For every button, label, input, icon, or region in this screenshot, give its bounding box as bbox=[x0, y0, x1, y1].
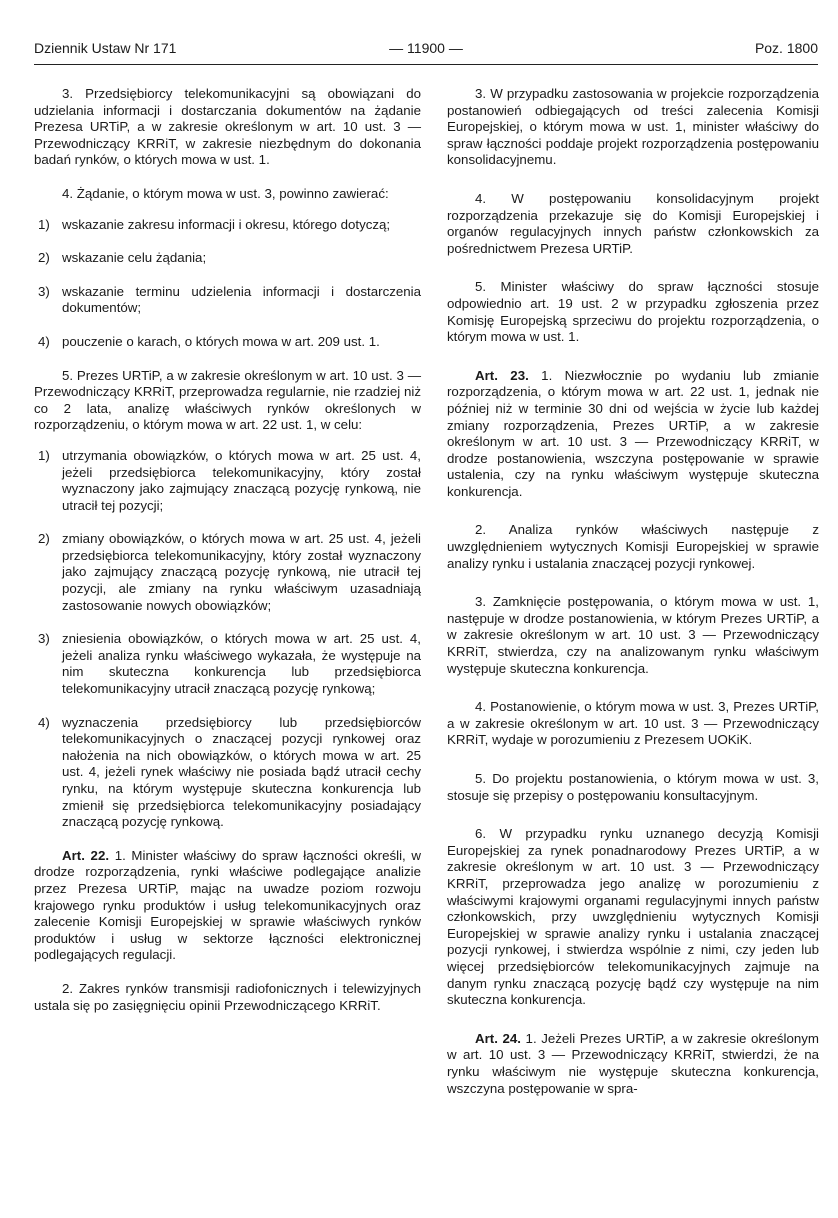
page-number: — 11900 — bbox=[389, 40, 463, 56]
article-23-paragraph-2: 2. Analiza rynków właściwych następuje z uwzględnieniem wytycznych Komisji Europejskiej w sprawie analizy rynku i ustalania znaczącej pozycji rynkowej. bbox=[447, 522, 819, 571]
list-item-text: zniesienia obowiązków, o których mowa w art. 25 ust. 4, jeżeli analiza rynku właściwego wykazała, że występuje na nim skuteczna konkurencja lub przedsiębiorca telekomunikacyjny utracił znaczącą pozycję rynkową; bbox=[62, 631, 421, 697]
list-item-text: wskazanie celu żądania; bbox=[62, 250, 207, 266]
list-item bbox=[34, 531, 421, 614]
article-24-label: Art. 24. bbox=[475, 1030, 521, 1046]
list-item-number: 4) bbox=[38, 714, 50, 730]
list-item-number: 3) bbox=[38, 283, 50, 299]
article-23-paragraph-6: 6. W przypadku rynku uznanego decyzją Komisji Europejskiej za rynek ponadnarodowy Prezes URTiP, a w zakresie określonym w art. 10 ust. 3 — Przewodniczący KRRiT, przeprowadza jego analizę w porozumieniu z właściwymi krajowymi organami regulacyjnymi innych państw członkowskich, przy uwzględnieniu wytycznych Komisji Europejskiej w sprawie analizy rynku i ustalania znaczącej pozycji rynkowej, i stwierdza wspólnie z nimi, czy jeden lub więcej przedsiębiorców telekomunikacyjnych zajmuje na danym rynku znaczącą pozycję bądź czy występuje na nim skuteczna konkurencja. bbox=[447, 826, 819, 1008]
paragraph-4-right: 4. W postępowaniu konsolidacyjnym projekt rozporządzenia przekazuje się do Komisji Europejskiej i organów regulacyjnych innych państw członkowskich za pośrednictwem Prezesa URTiP. bbox=[447, 190, 819, 256]
list-item-text: wskazanie zakresu informacji i okresu, którego dotyczą; bbox=[62, 216, 391, 232]
list-item bbox=[34, 217, 421, 234]
article-22-paragraph-2: 2. Zakres rynków transmisji radiofonicznych i telewizyjnych ustala się po zasięgnięciu opinii Przewodniczącego KRRiT. bbox=[34, 980, 421, 1013]
list-item-text: pouczenie o karach, o których mowa w art. 209 ust. 1. bbox=[62, 333, 380, 349]
list-item bbox=[34, 250, 421, 267]
article-22-label: Art. 22. bbox=[62, 847, 110, 863]
position-number: Poz. 1800 bbox=[754, 40, 818, 56]
paragraph-4: 4. Żądanie, o którym mowa w ust. 3, powinno zawierać: bbox=[62, 185, 389, 201]
article-24-paragraph-1 bbox=[447, 1031, 819, 1097]
list-item-number: 3) bbox=[38, 631, 50, 647]
list-item-text: wskazanie terminu udzielenia informacji i dostarczenia dokumentów; bbox=[62, 283, 421, 316]
paragraph-3-right: 3. W przypadku zastosowania w projekcie rozporządzenia postanowień odbiegających od treści zalecenia Komisji Europejskiej, o którym mowa w ust. 1, minister właściwy do spraw łączności poddaje projekt rozporządzenia postępowaniu konsolidacyjnemu. bbox=[447, 86, 819, 168]
article-23-label: Art. 23. bbox=[475, 367, 529, 383]
list-item-number: 2) bbox=[38, 531, 50, 547]
list-item-number: 1) bbox=[38, 447, 50, 463]
article-22-paragraph-1 bbox=[34, 848, 421, 964]
list-item bbox=[34, 631, 421, 697]
right-column bbox=[447, 86, 819, 1114]
paragraph-5: 5. Prezes URTiP, a w zakresie określonym w art. 10 ust. 3 — Przewodniczący KRRiT, przeprowadza regularnie, nie rzadziej niż co 2 lata, analizę właściwych rynków określonych w rozporządzeniu, o którym mowa w art. 22 ust. 1, w celu: bbox=[34, 367, 421, 433]
article-23-paragraph-5: 5. Do projektu postanowienia, o którym mowa w ust. 3, stosuje się przepisy o postępowaniu konsultacyjnym. bbox=[447, 771, 819, 803]
paragraph-3: 3. Przedsiębiorcy telekomunikacyjni są obowiązani do udzielania informacji i dostarczania dokumentów na żądanie Prezesa URTiP, a w zakresie określonym w art. 10 ust. 3 — Przewodniczący KRRiT, w zakresie niezbędnym do dokonania badań rynków, o których mowa w ust. 1. bbox=[34, 86, 421, 168]
article-24-text: 1. Jeżeli Prezes URTiP, a w zakresie określonym w art. 10 ust. 3 — Przewodniczący KRRiT, stwierdzi, że na rynku właściwym nie występuje skuteczna konkurencja, wszczyna postępowanie w spra- bbox=[447, 1030, 819, 1096]
list-item-number: 2) bbox=[38, 250, 50, 266]
list-item-number: 1) bbox=[38, 216, 50, 232]
list-item bbox=[34, 448, 421, 514]
list-item-number: 4) bbox=[38, 333, 50, 349]
journal-title: Dziennik Ustaw Nr 171 bbox=[34, 40, 177, 56]
list-item bbox=[34, 715, 421, 831]
article-23-paragraph-1 bbox=[447, 368, 819, 501]
list-item bbox=[34, 284, 421, 317]
article-22-text: 1. Minister właściwy do spraw łączności określi, w drodze rozporządzenia, rynki właściwe podlegające analizie przez Prezesa URTiP, mając na uwadze poziom rozwoju krajowego rynku produktów i usług telekomunikacyjnych oraz zalecenie Komisji Europejskiej w sprawie właściwych rynków produktów i usług w sektorze łączności elektronicznej podlegających regulacji. bbox=[34, 847, 421, 963]
left-column bbox=[34, 86, 421, 1031]
paragraph-4-list bbox=[34, 217, 421, 351]
paragraph-5-right: 5. Minister właściwy do spraw łączności stosuje odpowiednio art. 19 ust. 2 w przypadku zgłoszenia przez Komisję Europejską sprzeciwu do projektu rozporządzenia, o którym mowa w ust. 1. bbox=[447, 279, 819, 345]
list-item-text: zmiany obowiązków, o których mowa w art. 25 ust. 4, jeżeli przedsiębiorca telekomunikacyjny, który został wyznaczony jako zajmujący znaczącą pozycję rynkową, nie utracił tej pozycji, ale zmiany na rynku właściwym uzasadniają zastosowanie nowych obowiązków; bbox=[62, 531, 421, 613]
page-header bbox=[34, 40, 818, 62]
paragraph-5-list bbox=[34, 448, 421, 831]
list-item-text: utrzymania obowiązków, o których mowa w art. 25 ust. 4, jeżeli przedsiębiorca telekomunikacyjny, który został wyznaczony jako zajmujący znaczącą pozycję rynkową, nie utracił tej pozycji; bbox=[62, 447, 421, 513]
list-item bbox=[34, 334, 421, 351]
article-23-paragraph-3: 3. Zamknięcie postępowania, o którym mowa w ust. 1, następuje w drodze postanowienia, w którym Prezes URTiP, a w zakresie określonym w art. 10 ust. 3 — Przewodniczący KRRiT, stwierdza, czy na analizowanym rynku właściwym występuje skuteczna konkurencja. bbox=[447, 594, 819, 676]
list-item-text: wyznaczenia przedsiębiorcy lub przedsiębiorców telekomunikacyjnych o znaczącej pozycji rynkowej oraz nałożenia na nich obowiązków, o których mowa w art. 25 ust. 4, jeżeli rynek właściwy nie posiada bądź utracił cechy rynku, na którym występuje skuteczna konkurencja lub zmienił się przedsiębiorca telekomunikacyjny posiadający znaczącą pozycję rynkową. bbox=[62, 714, 421, 830]
header-rule bbox=[34, 64, 818, 65]
article-23-paragraph-4: 4. Postanowienie, o którym mowa w ust. 3, Prezes URTiP, a w zakresie określonym w art. 10 ust. 3 — Przewodniczący KRRiT, wydaje w porozumieniu z Prezesem UOKiK. bbox=[447, 699, 819, 748]
article-23-text: 1. Niezwłocznie po wydaniu lub zmianie rozporządzenia, o którym mowa w art. 22 ust. 1, jednak nie później niż w terminie 30 dni od wejścia w życie lub każdej zmiany rozporządzenia, Prezes URTiP, a w zakresie określonym w art. 10 ust. 3 — Przewodniczący KRRiT, w drodze postanowienia, wszczyna postępowanie w sprawie ustalenia, czy na rynku właściwym występuje skuteczna konkurencja. bbox=[447, 367, 819, 499]
